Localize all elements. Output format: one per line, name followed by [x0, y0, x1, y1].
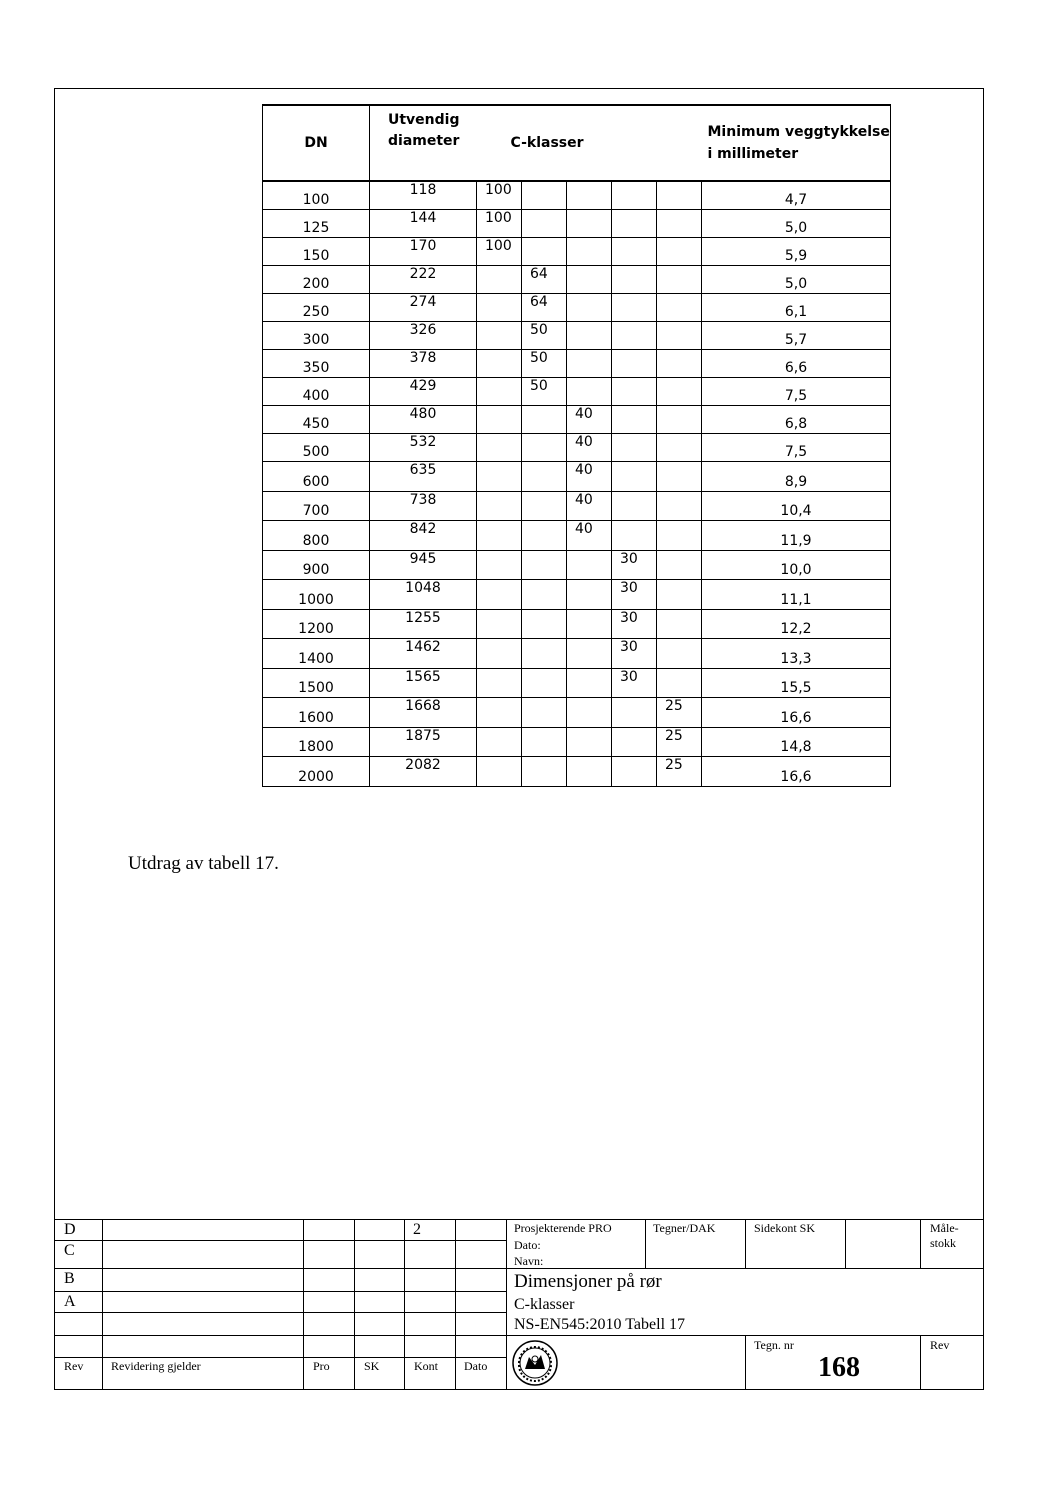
cell-c-class [567, 181, 612, 210]
cell-outer-diameter: 274 [370, 294, 477, 322]
cell-c-class [522, 609, 567, 639]
cell-c-class: 30 [612, 609, 657, 639]
cell-c-class [522, 668, 567, 698]
header-min-wall-line2: i millimeter [707, 146, 799, 162]
cell-c-class [477, 322, 522, 350]
cell-min-wall: 14,8 [702, 727, 891, 757]
cell-dn: 100 [263, 181, 370, 210]
cell-c-class [477, 757, 522, 787]
cell-c-class [477, 434, 522, 462]
table-row [263, 210, 891, 238]
table-row [263, 294, 891, 322]
cell-c-class [612, 406, 657, 434]
cell-c-class [567, 378, 612, 406]
cell-outer-diameter: 378 [370, 350, 477, 378]
cell-dn: 350 [263, 350, 370, 378]
cell-c-class [657, 521, 702, 551]
cell-c-class [612, 294, 657, 322]
rev-letter-b: B [64, 1270, 75, 1287]
cell-c-class: 64 [522, 294, 567, 322]
cell-c-class: 30 [612, 580, 657, 610]
cell-min-wall: 12,2 [702, 609, 891, 639]
cell-min-wall: 7,5 [702, 434, 891, 462]
cell-dn: 250 [263, 294, 370, 322]
table-row [263, 727, 891, 757]
cell-c-class: 40 [567, 491, 612, 521]
cell-c-class [522, 210, 567, 238]
cell-min-wall: 5,0 [702, 210, 891, 238]
cell-outer-diameter: 144 [370, 210, 477, 238]
name-label: Navn: [514, 1254, 544, 1268]
cell-c-class: 50 [522, 322, 567, 350]
cell-dn: 400 [263, 378, 370, 406]
cell-c-class [522, 550, 567, 580]
table-row [263, 668, 891, 698]
cell-outer-diameter: 532 [370, 434, 477, 462]
cell-dn: 1800 [263, 727, 370, 757]
cell-c-class [477, 266, 522, 294]
header-outer-diameter-line1: Utvendig [388, 112, 460, 128]
cell-outer-diameter: 326 [370, 322, 477, 350]
cell-dn: 2000 [263, 757, 370, 787]
header-dn: DN [263, 105, 370, 181]
cell-c-class [657, 491, 702, 521]
cell-c-class [657, 406, 702, 434]
table-row [263, 639, 891, 669]
cell-c-class: 40 [567, 462, 612, 492]
cell-min-wall: 7,5 [702, 378, 891, 406]
cell-c-class [477, 609, 522, 639]
scale-label-line2: stokk [930, 1236, 957, 1250]
cell-c-class: 64 [522, 266, 567, 294]
cell-c-class [657, 181, 702, 210]
cell-c-class [567, 698, 612, 728]
cell-c-class [567, 350, 612, 378]
cell-c-class [612, 238, 657, 266]
cell-c-class: 100 [477, 181, 522, 210]
cell-min-wall: 15,5 [702, 668, 891, 698]
rev-count: 2 [413, 1221, 421, 1238]
cell-min-wall: 11,1 [702, 580, 891, 610]
cell-c-class [612, 521, 657, 551]
cell-c-class [522, 406, 567, 434]
cell-c-class [567, 668, 612, 698]
cell-outer-diameter: 1255 [370, 609, 477, 639]
cell-c-class [522, 521, 567, 551]
cell-c-class: 40 [567, 521, 612, 551]
cell-c-class [477, 491, 522, 521]
cell-outer-diameter: 1668 [370, 698, 477, 728]
footer-sk: SK [364, 1359, 380, 1373]
table-row [263, 378, 891, 406]
drawn-by-label: Tegner/DAK [653, 1221, 716, 1235]
table-row [263, 406, 891, 434]
cell-c-class [567, 727, 612, 757]
cell-outer-diameter: 738 [370, 491, 477, 521]
footer-pro: Pro [313, 1359, 330, 1373]
cell-min-wall: 6,6 [702, 350, 891, 378]
cell-c-class: 50 [522, 350, 567, 378]
cell-c-class [567, 294, 612, 322]
table-row [263, 550, 891, 580]
cell-outer-diameter: 429 [370, 378, 477, 406]
cell-dn: 300 [263, 322, 370, 350]
cell-dn: 450 [263, 406, 370, 434]
cell-c-class [567, 757, 612, 787]
cell-min-wall: 13,3 [702, 639, 891, 669]
cell-c-class [657, 580, 702, 610]
cell-outer-diameter: 118 [370, 181, 477, 210]
cell-c-class [657, 266, 702, 294]
drawing-subtitle-1: C-klasser [514, 1296, 575, 1313]
cell-min-wall: 10,0 [702, 550, 891, 580]
cell-min-wall: 5,0 [702, 266, 891, 294]
cell-dn: 700 [263, 491, 370, 521]
cell-outer-diameter: 1875 [370, 727, 477, 757]
table-body [263, 181, 891, 786]
footer-dato: Dato [464, 1359, 488, 1373]
cell-c-class [477, 406, 522, 434]
cell-c-class [477, 550, 522, 580]
cell-dn: 200 [263, 266, 370, 294]
cell-c-class [522, 238, 567, 266]
cell-c-class [612, 266, 657, 294]
header-min-wall-line1: Minimum veggtykkelse [707, 124, 890, 140]
cell-outer-diameter: 2082 [370, 757, 477, 787]
table-row [263, 266, 891, 294]
cell-c-class [477, 294, 522, 322]
cell-c-class [522, 727, 567, 757]
cell-c-class [567, 609, 612, 639]
cell-c-class [657, 668, 702, 698]
footer-revision: Revidering gjelder [111, 1359, 201, 1373]
cell-c-class [477, 698, 522, 728]
rev-label: Rev [930, 1338, 950, 1352]
cell-min-wall: 5,7 [702, 322, 891, 350]
cell-c-class [657, 210, 702, 238]
cell-c-class [612, 491, 657, 521]
cell-c-class: 50 [522, 378, 567, 406]
cell-min-wall: 10,4 [702, 491, 891, 521]
table-row [263, 181, 891, 210]
cell-c-class [612, 727, 657, 757]
cell-c-class [477, 580, 522, 610]
cell-c-class [522, 639, 567, 669]
header-min-wall [702, 105, 891, 181]
table-row [263, 491, 891, 521]
cell-outer-diameter: 842 [370, 521, 477, 551]
cell-min-wall: 16,6 [702, 757, 891, 787]
drawing-no-label: Tegn. nr [754, 1338, 794, 1352]
cell-c-class: 25 [657, 698, 702, 728]
cell-dn: 125 [263, 210, 370, 238]
rev-letter-d: D [64, 1221, 76, 1238]
cell-dn: 1600 [263, 698, 370, 728]
cell-c-class [522, 491, 567, 521]
cell-c-class [612, 350, 657, 378]
cell-c-class [477, 378, 522, 406]
project-label: Prosjekterende PRO [514, 1221, 612, 1235]
cell-min-wall: 16,6 [702, 698, 891, 728]
cell-c-class [522, 462, 567, 492]
cell-c-class [477, 350, 522, 378]
cell-c-class [477, 521, 522, 551]
cell-c-class [612, 181, 657, 210]
cell-c-class: 30 [612, 639, 657, 669]
header-outer-diameter [370, 105, 477, 181]
cell-c-class [522, 181, 567, 210]
cell-dn: 150 [263, 238, 370, 266]
table-row [263, 757, 891, 787]
cell-c-class [612, 462, 657, 492]
cell-c-class [657, 350, 702, 378]
cell-dn: 600 [263, 462, 370, 492]
cell-c-class [522, 580, 567, 610]
header-c-classes: C-klasser [477, 105, 702, 181]
dimension-table [262, 104, 891, 787]
drawing-subtitle-2: NS-EN545:2010 Tabell 17 [514, 1316, 686, 1333]
cell-c-class [522, 757, 567, 787]
footer-rev: Rev [64, 1359, 84, 1373]
table-row [263, 322, 891, 350]
cell-dn: 500 [263, 434, 370, 462]
cell-c-class [657, 294, 702, 322]
cell-c-class [567, 580, 612, 610]
municipal-seal-logo [511, 1339, 559, 1387]
table-row [263, 521, 891, 551]
cell-c-class [657, 322, 702, 350]
cell-c-class: 40 [567, 434, 612, 462]
cell-min-wall: 11,9 [702, 521, 891, 551]
cell-min-wall: 8,9 [702, 462, 891, 492]
table-row [263, 350, 891, 378]
cell-c-class [522, 434, 567, 462]
cell-c-class [657, 609, 702, 639]
cell-dn: 1200 [263, 609, 370, 639]
cell-c-class [657, 378, 702, 406]
table-row [263, 238, 891, 266]
cell-c-class [657, 550, 702, 580]
cell-dn: 900 [263, 550, 370, 580]
cell-c-class [477, 462, 522, 492]
cell-dn: 800 [263, 521, 370, 551]
checked-label: Sidekont SK [754, 1221, 816, 1235]
cell-dn: 1500 [263, 668, 370, 698]
table-row [263, 609, 891, 639]
cell-c-class: 100 [477, 210, 522, 238]
cell-c-class [657, 238, 702, 266]
cell-c-class [612, 698, 657, 728]
cell-c-class [477, 727, 522, 757]
cell-dn: 1400 [263, 639, 370, 669]
cell-c-class [612, 434, 657, 462]
cell-min-wall: 4,7 [702, 181, 891, 210]
cell-c-class [657, 639, 702, 669]
cell-outer-diameter: 1565 [370, 668, 477, 698]
rev-letter-c: C [64, 1242, 75, 1259]
cell-c-class [567, 550, 612, 580]
cell-c-class [477, 668, 522, 698]
cell-outer-diameter: 1462 [370, 639, 477, 669]
drawing-title: Dimensjoner på rør [514, 1271, 662, 1292]
footer-kont: Kont [414, 1359, 438, 1373]
cell-outer-diameter: 480 [370, 406, 477, 434]
table-caption: Utdrag av tabell 17. [128, 853, 279, 874]
cell-c-class [522, 698, 567, 728]
scale-label-line1: Måle- [930, 1221, 959, 1235]
cell-c-class [567, 266, 612, 294]
cell-min-wall: 6,1 [702, 294, 891, 322]
cell-c-class [567, 639, 612, 669]
cell-outer-diameter: 945 [370, 550, 477, 580]
header-outer-diameter-line2: diameter [388, 133, 460, 149]
cell-c-class: 30 [612, 668, 657, 698]
table-header-row [263, 105, 891, 181]
cell-outer-diameter: 170 [370, 238, 477, 266]
table-row [263, 434, 891, 462]
cell-c-class [567, 238, 612, 266]
cell-c-class: 100 [477, 238, 522, 266]
table-row [263, 698, 891, 728]
table-row [263, 580, 891, 610]
cell-c-class: 30 [612, 550, 657, 580]
scale-label [930, 1221, 959, 1251]
cell-c-class [612, 322, 657, 350]
cell-c-class [612, 757, 657, 787]
cell-c-class: 25 [657, 757, 702, 787]
cell-outer-diameter: 222 [370, 266, 477, 294]
cell-c-class [477, 639, 522, 669]
cell-outer-diameter: 1048 [370, 580, 477, 610]
cell-c-class [567, 322, 612, 350]
table-row [263, 462, 891, 492]
cell-c-class [567, 210, 612, 238]
cell-min-wall: 6,8 [702, 406, 891, 434]
cell-c-class [657, 434, 702, 462]
cell-dn: 1000 [263, 580, 370, 610]
drawing-number: 168 [818, 1352, 860, 1383]
rev-letter-a: A [64, 1293, 76, 1310]
cell-c-class: 25 [657, 727, 702, 757]
date-label: Dato: [514, 1238, 541, 1252]
cell-outer-diameter: 635 [370, 462, 477, 492]
cell-min-wall: 5,9 [702, 238, 891, 266]
cell-c-class [612, 210, 657, 238]
cell-c-class: 40 [567, 406, 612, 434]
cell-c-class [612, 378, 657, 406]
cell-c-class [657, 462, 702, 492]
